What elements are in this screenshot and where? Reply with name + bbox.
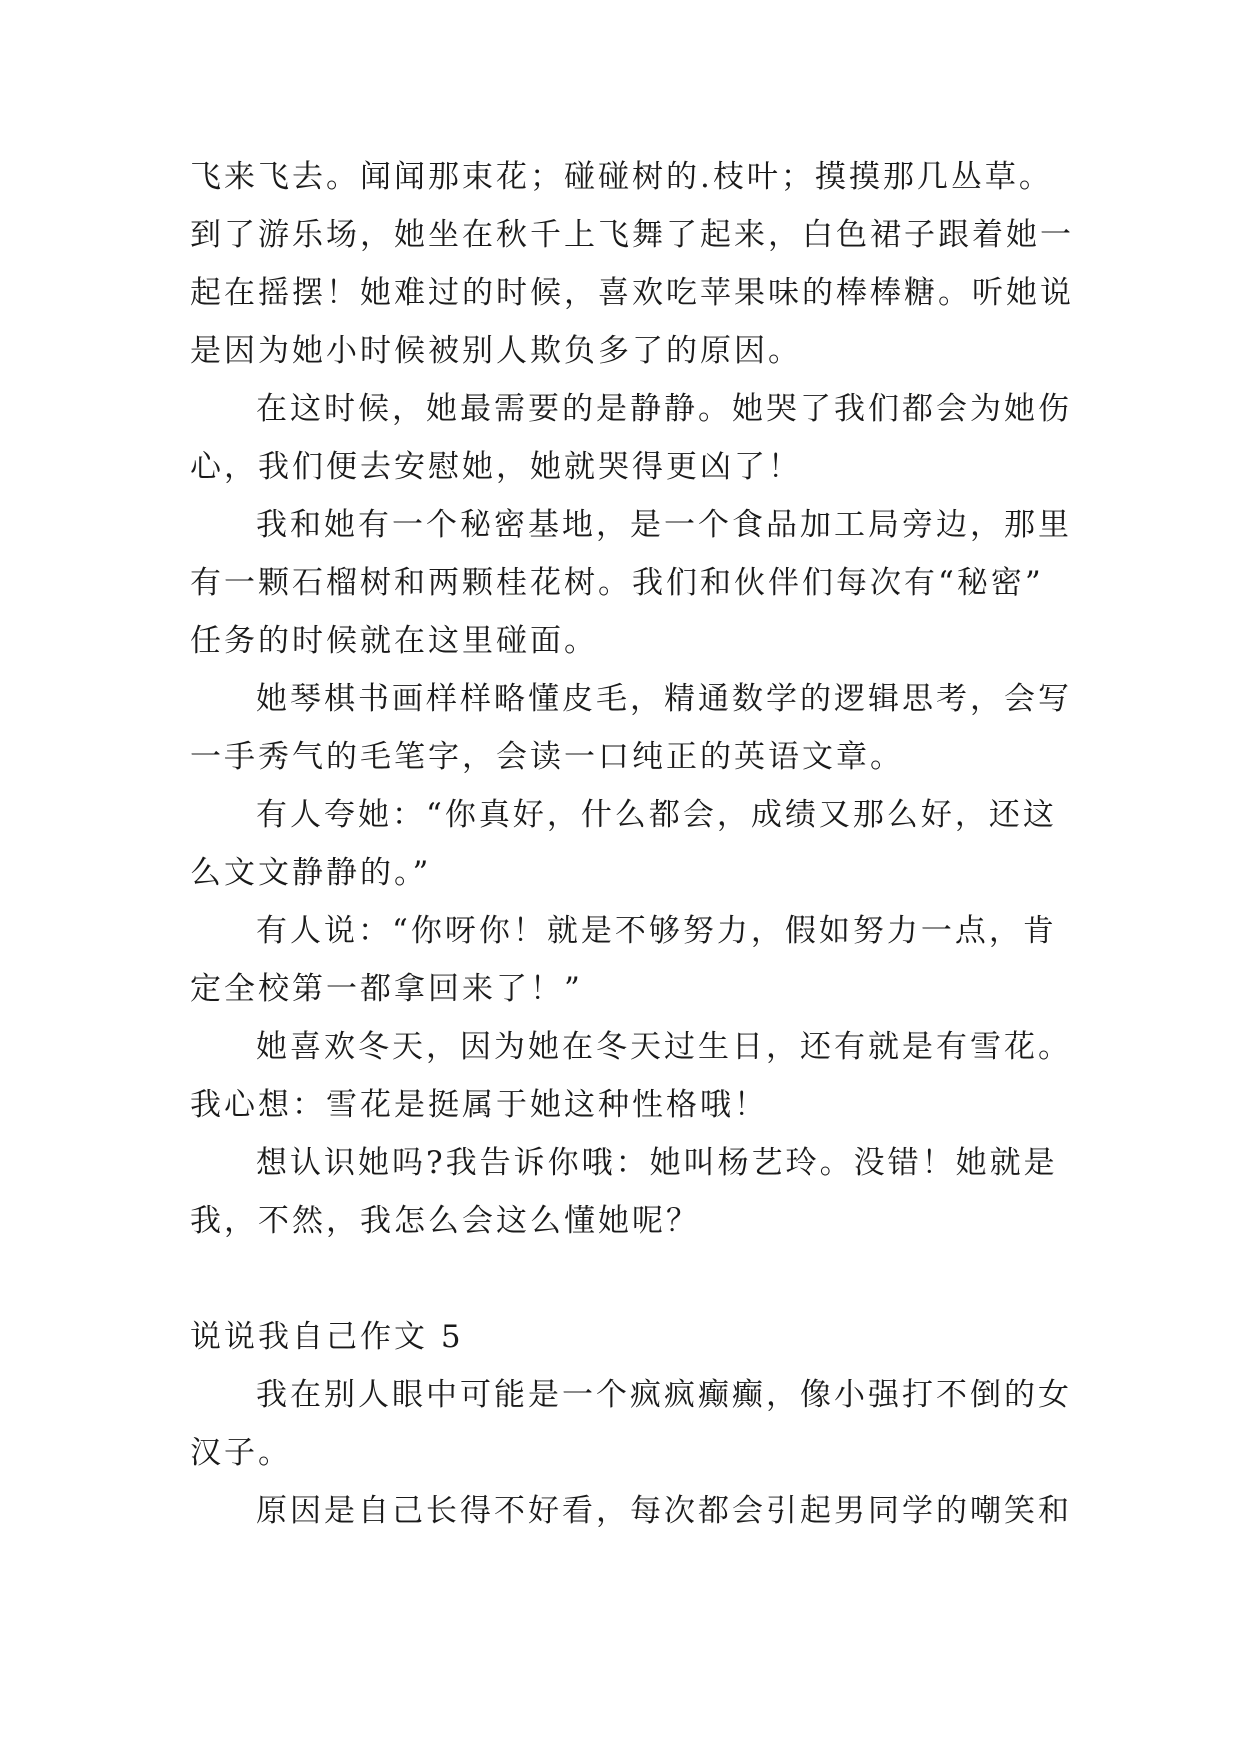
paragraph-line: 有人夸她：“你真好，什么都会，成绩又那么好，还这 bbox=[256, 797, 1057, 833]
paragraph-line: 有人说：“你呀你！就是不够努力，假如努力一点，肯 bbox=[256, 913, 1057, 949]
paragraph-line: 想认识她吗?我告诉你哦：她叫杨艺玲。没错！她就是 bbox=[256, 1145, 1058, 1181]
paragraph-line: 任务的时候就在这里碰面。 bbox=[190, 623, 598, 659]
paragraph-line: 到了游乐场，她坐在秋千上飞舞了起来，白色裙子跟着她一 bbox=[190, 217, 1074, 253]
paragraph-line: 有一颗石榴树和两颗桂花树。我们和伙伴们每次有“秘密” bbox=[190, 565, 1044, 601]
paragraph-line: 我和她有一个秘密基地，是一个食品加工局旁边，那里 bbox=[256, 507, 1072, 543]
paragraph-line: 飞来飞去。闻闻那束花；碰碰树的.枝叶；摸摸那几丛草。 bbox=[190, 159, 1053, 195]
paragraph-line: 她喜欢冬天，因为她在冬天过生日，还有就是有雪花。 bbox=[256, 1029, 1072, 1065]
paragraph-line: 汉子。 bbox=[190, 1435, 292, 1471]
paragraph-line: 我心想：雪花是挺属于她这种性格哦！ bbox=[190, 1087, 768, 1123]
paragraph-line: 原因是自己长得不好看，每次都会引起男同学的嘲笑和 bbox=[256, 1493, 1072, 1529]
paragraph-line: 起在摇摆！她难过的时候，喜欢吃苹果味的棒棒糖。听她说 bbox=[190, 275, 1074, 311]
paragraph-line: 心，我们便去安慰她，她就哭得更凶了！ bbox=[190, 449, 802, 485]
paragraph-line: 定全校第一都拿回来了！” bbox=[190, 971, 583, 1007]
paragraph-line: 么文文静静的。” bbox=[190, 855, 432, 891]
section-title: 说说我自己作文 5 bbox=[190, 1319, 464, 1355]
paragraph-line: 是因为她小时候被别人欺负多了的原因。 bbox=[190, 333, 802, 369]
paragraph-line: 一手秀气的毛笔字，会读一口纯正的英语文章。 bbox=[190, 739, 904, 775]
paragraph-line: 她琴棋书画样样略懂皮毛，精通数学的逻辑思考，会写 bbox=[256, 681, 1072, 717]
paragraph-line: 在这时候，她最需要的是静静。她哭了我们都会为她伤 bbox=[256, 391, 1072, 427]
paragraph-line: 我，不然，我怎么会这么懂她呢？ bbox=[190, 1203, 700, 1239]
document-body bbox=[190, 148, 1074, 1540]
section-spacer bbox=[190, 1250, 1060, 1308]
paragraph-line: 我在别人眼中可能是一个疯疯癫癫，像小强打不倒的女 bbox=[256, 1377, 1072, 1413]
